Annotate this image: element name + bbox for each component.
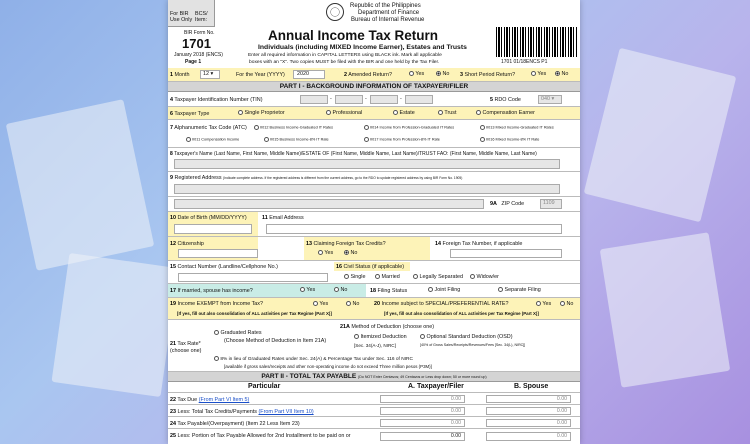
type-compensation-earner[interactable]: Compensation Earner [476, 110, 535, 116]
civil-single-radio[interactable]: Single [344, 274, 366, 280]
tax-rate-choose: (choose one) [170, 348, 202, 354]
rdo-select[interactable] [538, 95, 562, 104]
item-10-number: 10 [170, 215, 176, 221]
bcs-label: BCS/ [195, 11, 208, 17]
short-no-radio[interactable]: No [555, 71, 568, 77]
exempt-fill-note: [If yes, fill out also consolidation of ALL activities per Tax Regime (Part X)] [177, 311, 332, 316]
tin-part-3[interactable] [370, 95, 398, 104]
tax-rate-label: Tax Rate* [177, 341, 201, 347]
col-particular: Particular [248, 383, 281, 390]
amended-label: Amended Return? [348, 72, 392, 78]
citizenship-row [168, 237, 580, 261]
item-16-number: 16 [336, 264, 342, 270]
tax-payable-label: Tax Payable/(Overpayment) (Item 22 Less Item 23) [177, 421, 300, 427]
graduated-rates-radio[interactable]: Graduated Rates [214, 330, 262, 336]
agency-line-1: Republic of the Philippines [350, 3, 421, 9]
agency-line-2: Department of Finance [358, 10, 420, 16]
citizenship-label: Citizenship [177, 241, 204, 247]
item-14-number: 14 [435, 241, 441, 247]
item-7-number: 7 [170, 125, 173, 131]
filing-status-label: Filing Status [377, 288, 408, 294]
atc-ii016[interactable]: II016 Mixed Income-8% IT Rate [480, 137, 539, 142]
tin-row: 4 Taxpayer Identification Number (TIN) - - - 5 RDO Code 040 ▾ [168, 92, 580, 107]
type-professional[interactable]: Professional [326, 110, 362, 116]
atc-ii012[interactable]: II012 Business Income-Graduated IT Rates [254, 125, 333, 130]
line-1-3-row [168, 68, 580, 82]
tax-due-label: Tax Due [177, 397, 198, 403]
tax-credits-link[interactable]: (From Part VII Item 10) [258, 409, 314, 415]
item-6-number: 6 [170, 111, 173, 117]
zip-value: 1109 [543, 200, 555, 206]
exempt-yes-radio[interactable]: Yes [313, 301, 328, 307]
month-label: Month [174, 72, 190, 78]
form-subtitle: Individuals (including MIXED Income Earner), Estates and Trusts [258, 44, 467, 51]
item-2-number: 2 [344, 72, 347, 78]
use-only-label: Use Only [170, 17, 193, 23]
citizenship-input[interactable] [178, 249, 258, 258]
bir-use-box [168, 0, 215, 27]
background-paper [600, 232, 731, 387]
address-zip-row [168, 197, 580, 212]
barcode-text: 1701 01/18ENCS P1 [501, 59, 548, 65]
type-trust[interactable]: Trust [438, 110, 457, 116]
col-taxpayer: A. Taxpayer/Filer [408, 383, 464, 390]
instruction-line-1: Enter all required information in CAPITAL LETTERS using BLACK ink. Mark all applicable [248, 53, 442, 58]
taxpayer-name-label: Taxpayer's Name (Last Name, First Name, Middle Name)/ESTATE OF (First Name, Middle Name, Last Name)/TRUST FAO: (First Name, Middle Name, Last Name) [174, 151, 537, 157]
exempt-no-radio[interactable]: No [346, 301, 359, 307]
tax-due-link[interactable]: (From Part VI Item 5) [198, 397, 250, 403]
exempt-special-row [168, 298, 580, 320]
item-17-number: 17 [170, 288, 176, 294]
chevron-down-icon: ▾ [551, 96, 555, 102]
address-row [168, 172, 580, 197]
address-label: Registered Address [174, 175, 222, 181]
tax-rate-row [168, 320, 580, 372]
taxpayer-type-row [168, 107, 580, 120]
item-12-number: 12 [170, 241, 176, 247]
item-23-row: 23 Less: Total Tax Credits/Payments (From Part VII Item 10) 0.00 0.00 [168, 405, 580, 417]
item-13-number: 13 [306, 241, 312, 247]
tax-due-a[interactable]: 0.00 [380, 395, 465, 403]
itemized-sub: [Sec. 34(A-J), NIRC] [354, 343, 396, 348]
civil-married-radio[interactable]: Married [375, 274, 400, 280]
foreign-tax-number-input[interactable] [450, 249, 562, 258]
address-note: (Indicate complete address. If the registered address is different from the current address, go to the RDO to update registered address by using BIR Form No. 1905) [223, 176, 463, 180]
amended-no-radio[interactable]: No [436, 71, 449, 77]
address-input-2[interactable] [174, 199, 484, 209]
form-no-label: BIR Form No. [184, 30, 215, 36]
part-2-title: PART II - TOTAL TAX PAYABLE (Do NOT Enter Centavos; 49 Centavos or Less drop down; 50 or more round up) [168, 372, 580, 382]
background-paper [584, 48, 737, 223]
item-3-number: 3 [460, 72, 463, 78]
osd-radio[interactable]: Optional Standard Deduction (OSD) [420, 334, 513, 340]
item-label: Item: [195, 17, 207, 23]
background-paper [6, 99, 155, 271]
tin-part-1[interactable] [300, 95, 328, 104]
spouse-yes-radio[interactable]: Yes [300, 287, 315, 293]
item-8-number: 8 [170, 151, 173, 157]
method-deduction-label: Method of Deduction (choose one) [351, 324, 435, 330]
form-title: Annual Income Tax Return [268, 28, 439, 43]
type-estate[interactable]: Estate [393, 110, 415, 116]
dob-email-row [168, 212, 580, 237]
col-spouse: B. Spouse [514, 383, 549, 390]
tax-credits-b[interactable]: 0.00 [486, 407, 571, 415]
year-label: For the Year (YYYY) [236, 72, 285, 78]
form-header [168, 0, 580, 69]
year-value: 2020 [297, 71, 309, 77]
amended-yes-radio[interactable]: Yes [409, 71, 424, 77]
spouse-filing-row [168, 284, 580, 298]
eight-percent-radio[interactable]: 8% in lieu of Graduated Rates under Sec. 24(A) & Percentage Tax under Sec. 116 of NIRC [214, 356, 413, 362]
item-9-number: 9 [170, 175, 173, 181]
atc-row [168, 120, 580, 148]
exempt-income-label: Income EXEMPT from Income Tax? [177, 301, 263, 307]
atc-label: Alphanumeric Tax Code (ATC) [174, 125, 247, 131]
separate-filing-radio[interactable]: Separate Filing [498, 287, 541, 293]
part-2-note: (Do NOT Enter Centavos; 49 Centavos or Less drop down; 50 or more round up) [358, 375, 487, 379]
item-25-row: 25 Less: Portion of Tax Payable Allowed for 2nd Installment to be paid on or 0.00 0.00 [168, 429, 580, 444]
item-20-number: 20 [374, 301, 380, 307]
tax-payable-a[interactable]: 0.00 [380, 419, 465, 427]
itemized-deduction-radio[interactable]: Itemized Deduction [354, 334, 407, 340]
osd-sub: [40% of Gross Sales/Receipts/Revenues/Fees [Sec. 34(L), NIRC]] [420, 343, 526, 347]
contact-civil-row [168, 261, 580, 284]
atc-ii017[interactable]: II017 Income from Profession-8% IT Rate [364, 137, 440, 142]
email-label: Email Address [269, 215, 304, 221]
address-input-1[interactable] [174, 184, 560, 194]
tax-credits-a[interactable]: 0.00 [380, 407, 465, 415]
instruction-line-2: boxes with an "X". Two copies MUST be filed with the BIR and one held by the Tax Filer. [249, 60, 440, 65]
spouse-income-label: If married, spouse has income? [177, 288, 253, 294]
bir-form-1701 [168, 0, 580, 444]
barcode-icon [496, 27, 578, 57]
item-1-number: 1 [170, 72, 173, 78]
civil-widow-radio[interactable]: Widow/er [470, 274, 499, 280]
second-installment-a[interactable]: 0.00 [380, 432, 465, 441]
item-11-number: 11 [262, 215, 268, 221]
item-19-number: 19 [170, 301, 176, 307]
taxpayer-type-label: Taxpayer Type [174, 111, 210, 117]
tax-credits-label: Less: Total Tax Credits/Payments [177, 409, 257, 415]
atc-ii011[interactable]: II011 Compensation Income [186, 137, 239, 142]
part-1-title: PART I - BACKGROUND INFORMATION OF TAXPAYER/FILER [168, 82, 580, 92]
civil-status-label: Civil Status (if applicable) [343, 264, 405, 270]
item-22-row: 22 Tax Due (From Part VI Item 5) 0.00 0.00 [168, 393, 580, 405]
taxpayer-name-input[interactable] [174, 159, 560, 169]
item-24-row: 24 Tax Payable/(Overpayment) (Item 22 Less Item 23) 0.00 0.00 [168, 417, 580, 429]
background-paper [51, 253, 178, 397]
rdo-value: 040 [541, 96, 550, 102]
short-period-label: Short Period Return? [464, 72, 516, 78]
contact-label: Contact Number (Landline/Cellphone No.) [177, 264, 278, 270]
page-number: Page 1 [185, 59, 202, 65]
contact-input[interactable] [178, 273, 328, 282]
zip-input[interactable] [540, 199, 562, 209]
graduated-rates-sub: (Choose Method of Deduction in Item 21A) [224, 338, 327, 344]
eight-percent-sub: [available if gross sales/receipts and other non-operating income do not exceed Three million pesos (P3M)] [224, 364, 432, 369]
civil-separated-radio[interactable]: Legally Separated [413, 274, 463, 280]
dob-input[interactable] [174, 224, 252, 234]
item-21a-number: 21A [340, 324, 350, 330]
joint-filing-radio[interactable]: Joint Filing [428, 287, 460, 293]
atc-ii014[interactable]: II014 Income from Profession-Graduated IT Rates [364, 125, 454, 130]
special-yes-radio[interactable]: Yes [536, 301, 551, 307]
cft-no-radio[interactable]: No [344, 250, 357, 256]
tin-part-4[interactable] [405, 95, 433, 104]
cft-yes-radio[interactable]: Yes [318, 250, 333, 256]
tax-due-b[interactable]: 0.00 [486, 395, 571, 403]
foreign-tax-number-label: Foreign Tax Number, if applicable [442, 241, 523, 247]
special-rate-label: Income subject to SPECIAL/PREFERENTIAL RATE? [381, 301, 509, 307]
second-installment-b[interactable]: 0.00 [486, 432, 571, 441]
second-installment-label: Less: Portion of Tax Payable Allowed for 2nd Installment to be paid on or [177, 433, 351, 439]
type-single-proprietor[interactable]: Single Proprietor [238, 110, 285, 116]
for-bir-label: For BIR [170, 11, 189, 17]
special-no-radio[interactable]: No [560, 301, 573, 307]
tin-part-2[interactable] [335, 95, 363, 104]
form-number: 1701 [182, 36, 211, 51]
short-yes-radio[interactable]: Yes [531, 71, 546, 77]
item-5-number: 5 [490, 97, 493, 103]
item-18-number: 18 [370, 288, 376, 294]
item-9a-number: 9A [490, 201, 497, 207]
month-select[interactable] [200, 70, 220, 79]
zip-label: ZIP Code [501, 201, 525, 207]
year-input[interactable] [293, 70, 325, 79]
special-fill-note: [If yes, fill out also consolidation of ALL activities per Tax Regime (Part X)] [384, 311, 539, 316]
atc-ii015[interactable]: II015 Business Income-8% IT Rate [264, 137, 329, 142]
tax-payable-b[interactable]: 0.00 [486, 419, 571, 427]
bir-seal-icon [326, 3, 344, 21]
atc-ii013[interactable]: II013 Mixed Income-Graduated IT Rates [480, 125, 554, 130]
rdo-label: RDO Code [494, 97, 521, 103]
tin-label: Taxpayer Identification Number (TIN) [174, 97, 263, 103]
item-21-number: 21 [170, 341, 176, 347]
chevron-down-icon: ▾ [210, 71, 214, 77]
foreign-tax-credit-label: Claiming Foreign Tax Credits? [313, 241, 386, 247]
form-date: January 2018 (ENCS) [174, 52, 223, 58]
month-value: 12 [203, 71, 209, 77]
email-input[interactable] [266, 224, 562, 234]
item-4-number: 4 [170, 97, 173, 103]
part-2-header-row [168, 382, 580, 393]
spouse-no-radio[interactable]: No [334, 287, 347, 293]
taxpayer-name-row [168, 148, 580, 172]
dob-label: Date of Birth (MM/DD/YYYY) [177, 215, 247, 221]
agency-line-3: Bureau of Internal Revenue [351, 17, 425, 23]
item-15-number: 15 [170, 264, 176, 270]
